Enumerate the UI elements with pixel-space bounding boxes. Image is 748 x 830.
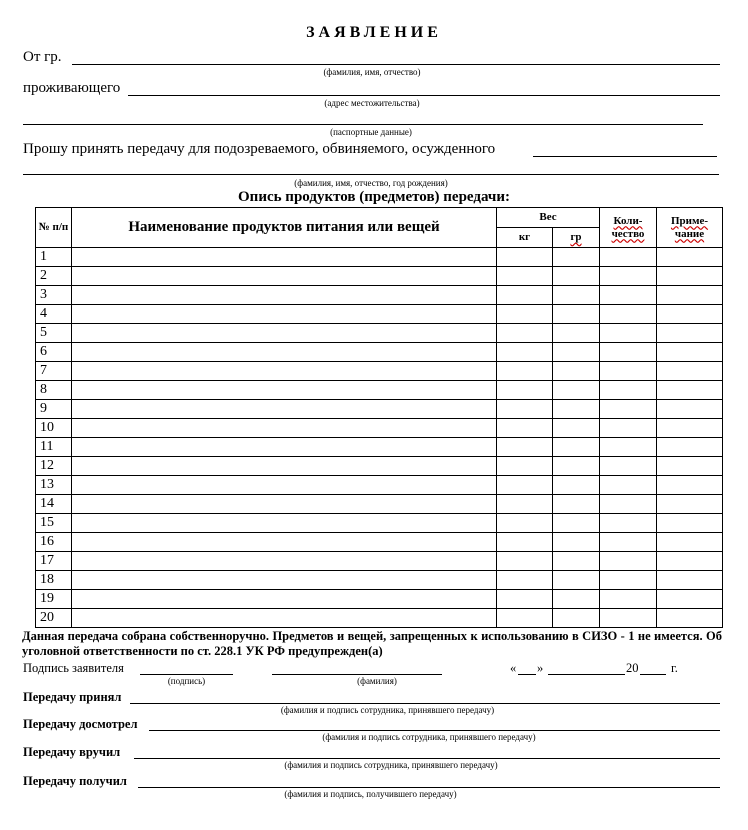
kg-cell[interactable] xyxy=(497,419,553,438)
quantity-cell[interactable] xyxy=(600,438,657,457)
handed-label: Передачу вручил xyxy=(23,745,121,759)
table-row xyxy=(36,286,723,305)
hint-handed: (фамилия и подпись сотрудника, принявшего передачу) xyxy=(284,760,498,770)
note-cell[interactable] xyxy=(657,305,723,324)
quantity-cell[interactable] xyxy=(600,590,657,609)
kg-cell[interactable] xyxy=(497,533,553,552)
gr-cell[interactable] xyxy=(553,419,600,438)
table-row xyxy=(36,438,723,457)
name-cell[interactable] xyxy=(72,590,497,609)
note-cell[interactable] xyxy=(657,457,723,476)
kg-cell[interactable] xyxy=(497,495,553,514)
name-cell[interactable] xyxy=(72,286,497,305)
declaration-text: Данная передача собрана собственноручно. Предметов и вещей, запрещенных к использованию в СИЗО - 1 не имеется. Об уголовной ответственности по ст. 228.1 УК РФ предупрежден(а) xyxy=(22,629,722,658)
request-field-1[interactable] xyxy=(533,156,717,157)
hint-accepted: (фамилия и подпись сотрудника, принявшего передачу) xyxy=(280,705,495,715)
table-row xyxy=(36,381,723,400)
date-year-field[interactable] xyxy=(640,674,666,675)
row-number: 6 xyxy=(36,343,72,362)
kg-cell[interactable] xyxy=(497,324,553,343)
table-row xyxy=(36,267,723,286)
name-cell[interactable] xyxy=(72,419,497,438)
col-header-name: Наименование продуктов питания или вещей xyxy=(72,208,497,248)
gr-cell[interactable] xyxy=(553,267,600,286)
received-label: Передачу получил xyxy=(23,774,127,788)
kg-cell[interactable] xyxy=(497,248,553,267)
col-header-number: № п/п xyxy=(36,208,72,248)
name-cell[interactable] xyxy=(72,248,497,267)
hint-passport: (паспортные данные) xyxy=(330,127,412,137)
date-year-prefix: 20 xyxy=(626,661,639,675)
kg-cell[interactable] xyxy=(497,267,553,286)
kg-cell[interactable] xyxy=(497,286,553,305)
inspected-field[interactable] xyxy=(149,730,720,731)
quantity-cell[interactable] xyxy=(600,457,657,476)
row-number: 12 xyxy=(36,457,72,476)
quantity-cell[interactable] xyxy=(600,495,657,514)
date-month-field[interactable] xyxy=(548,674,625,675)
inspected-label: Передачу досмотрел xyxy=(23,717,138,731)
signature-field[interactable] xyxy=(140,674,233,675)
quantity-cell[interactable] xyxy=(600,381,657,400)
quantity-cell[interactable] xyxy=(600,571,657,590)
name-cell[interactable] xyxy=(72,343,497,362)
gr-cell[interactable] xyxy=(553,286,600,305)
name-cell[interactable] xyxy=(72,267,497,286)
received-field[interactable] xyxy=(138,787,720,788)
kg-cell[interactable] xyxy=(497,343,553,362)
quantity-cell[interactable] xyxy=(600,362,657,381)
hint-fio-birth: (фамилия, имя, отчество, год рождения) xyxy=(294,178,448,188)
name-cell[interactable] xyxy=(72,514,497,533)
note-cell[interactable] xyxy=(657,514,723,533)
table-row xyxy=(36,400,723,419)
quantity-cell[interactable] xyxy=(600,533,657,552)
gr-cell[interactable] xyxy=(553,438,600,457)
table-row xyxy=(36,324,723,343)
row-number: 2 xyxy=(36,267,72,286)
row-number: 15 xyxy=(36,514,72,533)
surname-field[interactable] xyxy=(272,674,442,675)
table-row xyxy=(36,248,723,267)
note-cell[interactable] xyxy=(657,590,723,609)
row-number: 4 xyxy=(36,305,72,324)
kg-cell[interactable] xyxy=(497,400,553,419)
row-number: 11 xyxy=(36,438,72,457)
passport-field[interactable] xyxy=(23,124,703,125)
date-year-suffix: г. xyxy=(671,661,678,675)
name-cell[interactable] xyxy=(72,609,497,628)
table-row xyxy=(36,457,723,476)
table-row xyxy=(36,362,723,381)
table-row xyxy=(36,533,723,552)
quantity-cell[interactable] xyxy=(600,343,657,362)
kg-cell[interactable] xyxy=(497,514,553,533)
residing-label: проживающего xyxy=(23,80,121,96)
row-number: 14 xyxy=(36,495,72,514)
gr-cell[interactable] xyxy=(553,362,600,381)
row-number: 19 xyxy=(36,590,72,609)
name-cell[interactable] xyxy=(72,305,497,324)
hint-surname: (фамилия) xyxy=(357,676,397,686)
col-header-note: Приме-чание xyxy=(657,208,723,248)
inventory-title: Опись продуктов (предметов) передачи: xyxy=(238,189,510,205)
kg-cell[interactable] xyxy=(497,362,553,381)
handed-field[interactable] xyxy=(134,758,720,759)
table-row xyxy=(36,552,723,571)
name-cell[interactable] xyxy=(72,400,497,419)
from-label: От гр. xyxy=(23,49,62,65)
col-header-weight: Вес xyxy=(497,208,600,228)
table-row xyxy=(36,571,723,590)
row-number: 8 xyxy=(36,381,72,400)
kg-cell[interactable] xyxy=(497,609,553,628)
row-number: 9 xyxy=(36,400,72,419)
name-cell[interactable] xyxy=(72,533,497,552)
quantity-cell[interactable] xyxy=(600,248,657,267)
from-fio-field[interactable] xyxy=(72,64,720,65)
date-quote-open: « xyxy=(510,661,517,675)
quantity-cell[interactable] xyxy=(600,609,657,628)
col-header-gr: гр xyxy=(553,228,600,248)
kg-cell[interactable] xyxy=(497,381,553,400)
note-cell[interactable] xyxy=(657,343,723,362)
name-cell[interactable] xyxy=(72,381,497,400)
date-day-field[interactable] xyxy=(518,674,536,675)
gr-cell[interactable] xyxy=(553,552,600,571)
gr-cell[interactable] xyxy=(553,305,600,324)
table-row xyxy=(36,305,723,324)
quantity-cell[interactable] xyxy=(600,286,657,305)
gr-cell[interactable] xyxy=(553,381,600,400)
row-number: 17 xyxy=(36,552,72,571)
name-cell[interactable] xyxy=(72,457,497,476)
hint-address: (адрес местожительства) xyxy=(324,98,420,108)
gr-cell[interactable] xyxy=(553,590,600,609)
row-number: 3 xyxy=(36,286,72,305)
quantity-cell[interactable] xyxy=(600,324,657,343)
gr-cell[interactable] xyxy=(553,609,600,628)
hint-inspected: (фамилия и подпись сотрудника, принявшего передачу) xyxy=(322,732,536,742)
gr-cell[interactable] xyxy=(553,533,600,552)
gr-cell[interactable] xyxy=(553,343,600,362)
note-cell[interactable] xyxy=(657,533,723,552)
accepted-label: Передачу принял xyxy=(23,690,122,704)
address-field[interactable] xyxy=(128,95,720,96)
signature-label: Подпись заявителя xyxy=(23,661,124,675)
note-cell[interactable] xyxy=(657,495,723,514)
note-cell[interactable] xyxy=(657,248,723,267)
gr-cell[interactable] xyxy=(553,324,600,343)
row-number: 13 xyxy=(36,476,72,495)
request-text: Прошу принять передачу для подозреваемого, обвиняемого, осужденного xyxy=(23,141,496,157)
note-cell[interactable] xyxy=(657,267,723,286)
name-cell[interactable] xyxy=(72,438,497,457)
kg-cell[interactable] xyxy=(497,438,553,457)
gr-cell[interactable] xyxy=(553,495,600,514)
kg-cell[interactable] xyxy=(497,476,553,495)
quantity-cell[interactable] xyxy=(600,514,657,533)
row-number: 18 xyxy=(36,571,72,590)
quantity-cell[interactable] xyxy=(600,305,657,324)
kg-cell[interactable] xyxy=(497,590,553,609)
hint-signature: (подпись) xyxy=(167,676,206,686)
row-number: 20 xyxy=(36,609,72,628)
note-cell[interactable] xyxy=(657,419,723,438)
table-row xyxy=(36,514,723,533)
table-row xyxy=(36,590,723,609)
row-number: 16 xyxy=(36,533,72,552)
gr-cell[interactable] xyxy=(553,248,600,267)
gr-cell[interactable] xyxy=(553,514,600,533)
gr-cell[interactable] xyxy=(553,476,600,495)
kg-cell[interactable] xyxy=(497,571,553,590)
note-cell[interactable] xyxy=(657,609,723,628)
inventory-table xyxy=(35,207,723,628)
name-cell[interactable] xyxy=(72,552,497,571)
accepted-field[interactable] xyxy=(130,703,720,704)
quantity-cell[interactable] xyxy=(600,476,657,495)
name-cell[interactable] xyxy=(72,571,497,590)
date-quote-close: » xyxy=(537,661,544,675)
kg-cell[interactable] xyxy=(497,552,553,571)
row-number: 1 xyxy=(36,248,72,267)
row-number: 5 xyxy=(36,324,72,343)
note-cell[interactable] xyxy=(657,552,723,571)
name-cell[interactable] xyxy=(72,495,497,514)
table-row xyxy=(36,343,723,362)
quantity-cell[interactable] xyxy=(600,552,657,571)
table-row xyxy=(36,476,723,495)
row-number: 10 xyxy=(36,419,72,438)
page-title: ЗАЯВЛЕНИЕ xyxy=(306,24,442,41)
request-field-2[interactable] xyxy=(23,174,719,175)
col-header-kg: кг xyxy=(497,228,553,248)
note-cell[interactable] xyxy=(657,362,723,381)
note-cell[interactable] xyxy=(657,400,723,419)
gr-cell[interactable] xyxy=(553,457,600,476)
quantity-cell[interactable] xyxy=(600,267,657,286)
quantity-cell[interactable] xyxy=(600,419,657,438)
note-cell[interactable] xyxy=(657,324,723,343)
table-row xyxy=(36,495,723,514)
kg-cell[interactable] xyxy=(497,305,553,324)
gr-cell[interactable] xyxy=(553,571,600,590)
note-cell[interactable] xyxy=(657,476,723,495)
note-cell[interactable] xyxy=(657,286,723,305)
kg-cell[interactable] xyxy=(497,457,553,476)
table-row xyxy=(36,419,723,438)
name-cell[interactable] xyxy=(72,324,497,343)
col-header-quantity: Коли-чество xyxy=(600,208,657,248)
note-cell[interactable] xyxy=(657,438,723,457)
name-cell[interactable] xyxy=(72,476,497,495)
note-cell[interactable] xyxy=(657,381,723,400)
row-number: 7 xyxy=(36,362,72,381)
gr-cell[interactable] xyxy=(553,400,600,419)
hint-fio: (фамилия, имя, отчество) xyxy=(323,67,421,77)
quantity-cell[interactable] xyxy=(600,400,657,419)
table-row xyxy=(36,609,723,628)
name-cell[interactable] xyxy=(72,362,497,381)
note-cell[interactable] xyxy=(657,571,723,590)
hint-received: (фамилия и подпись, получившего передачу) xyxy=(284,789,457,799)
